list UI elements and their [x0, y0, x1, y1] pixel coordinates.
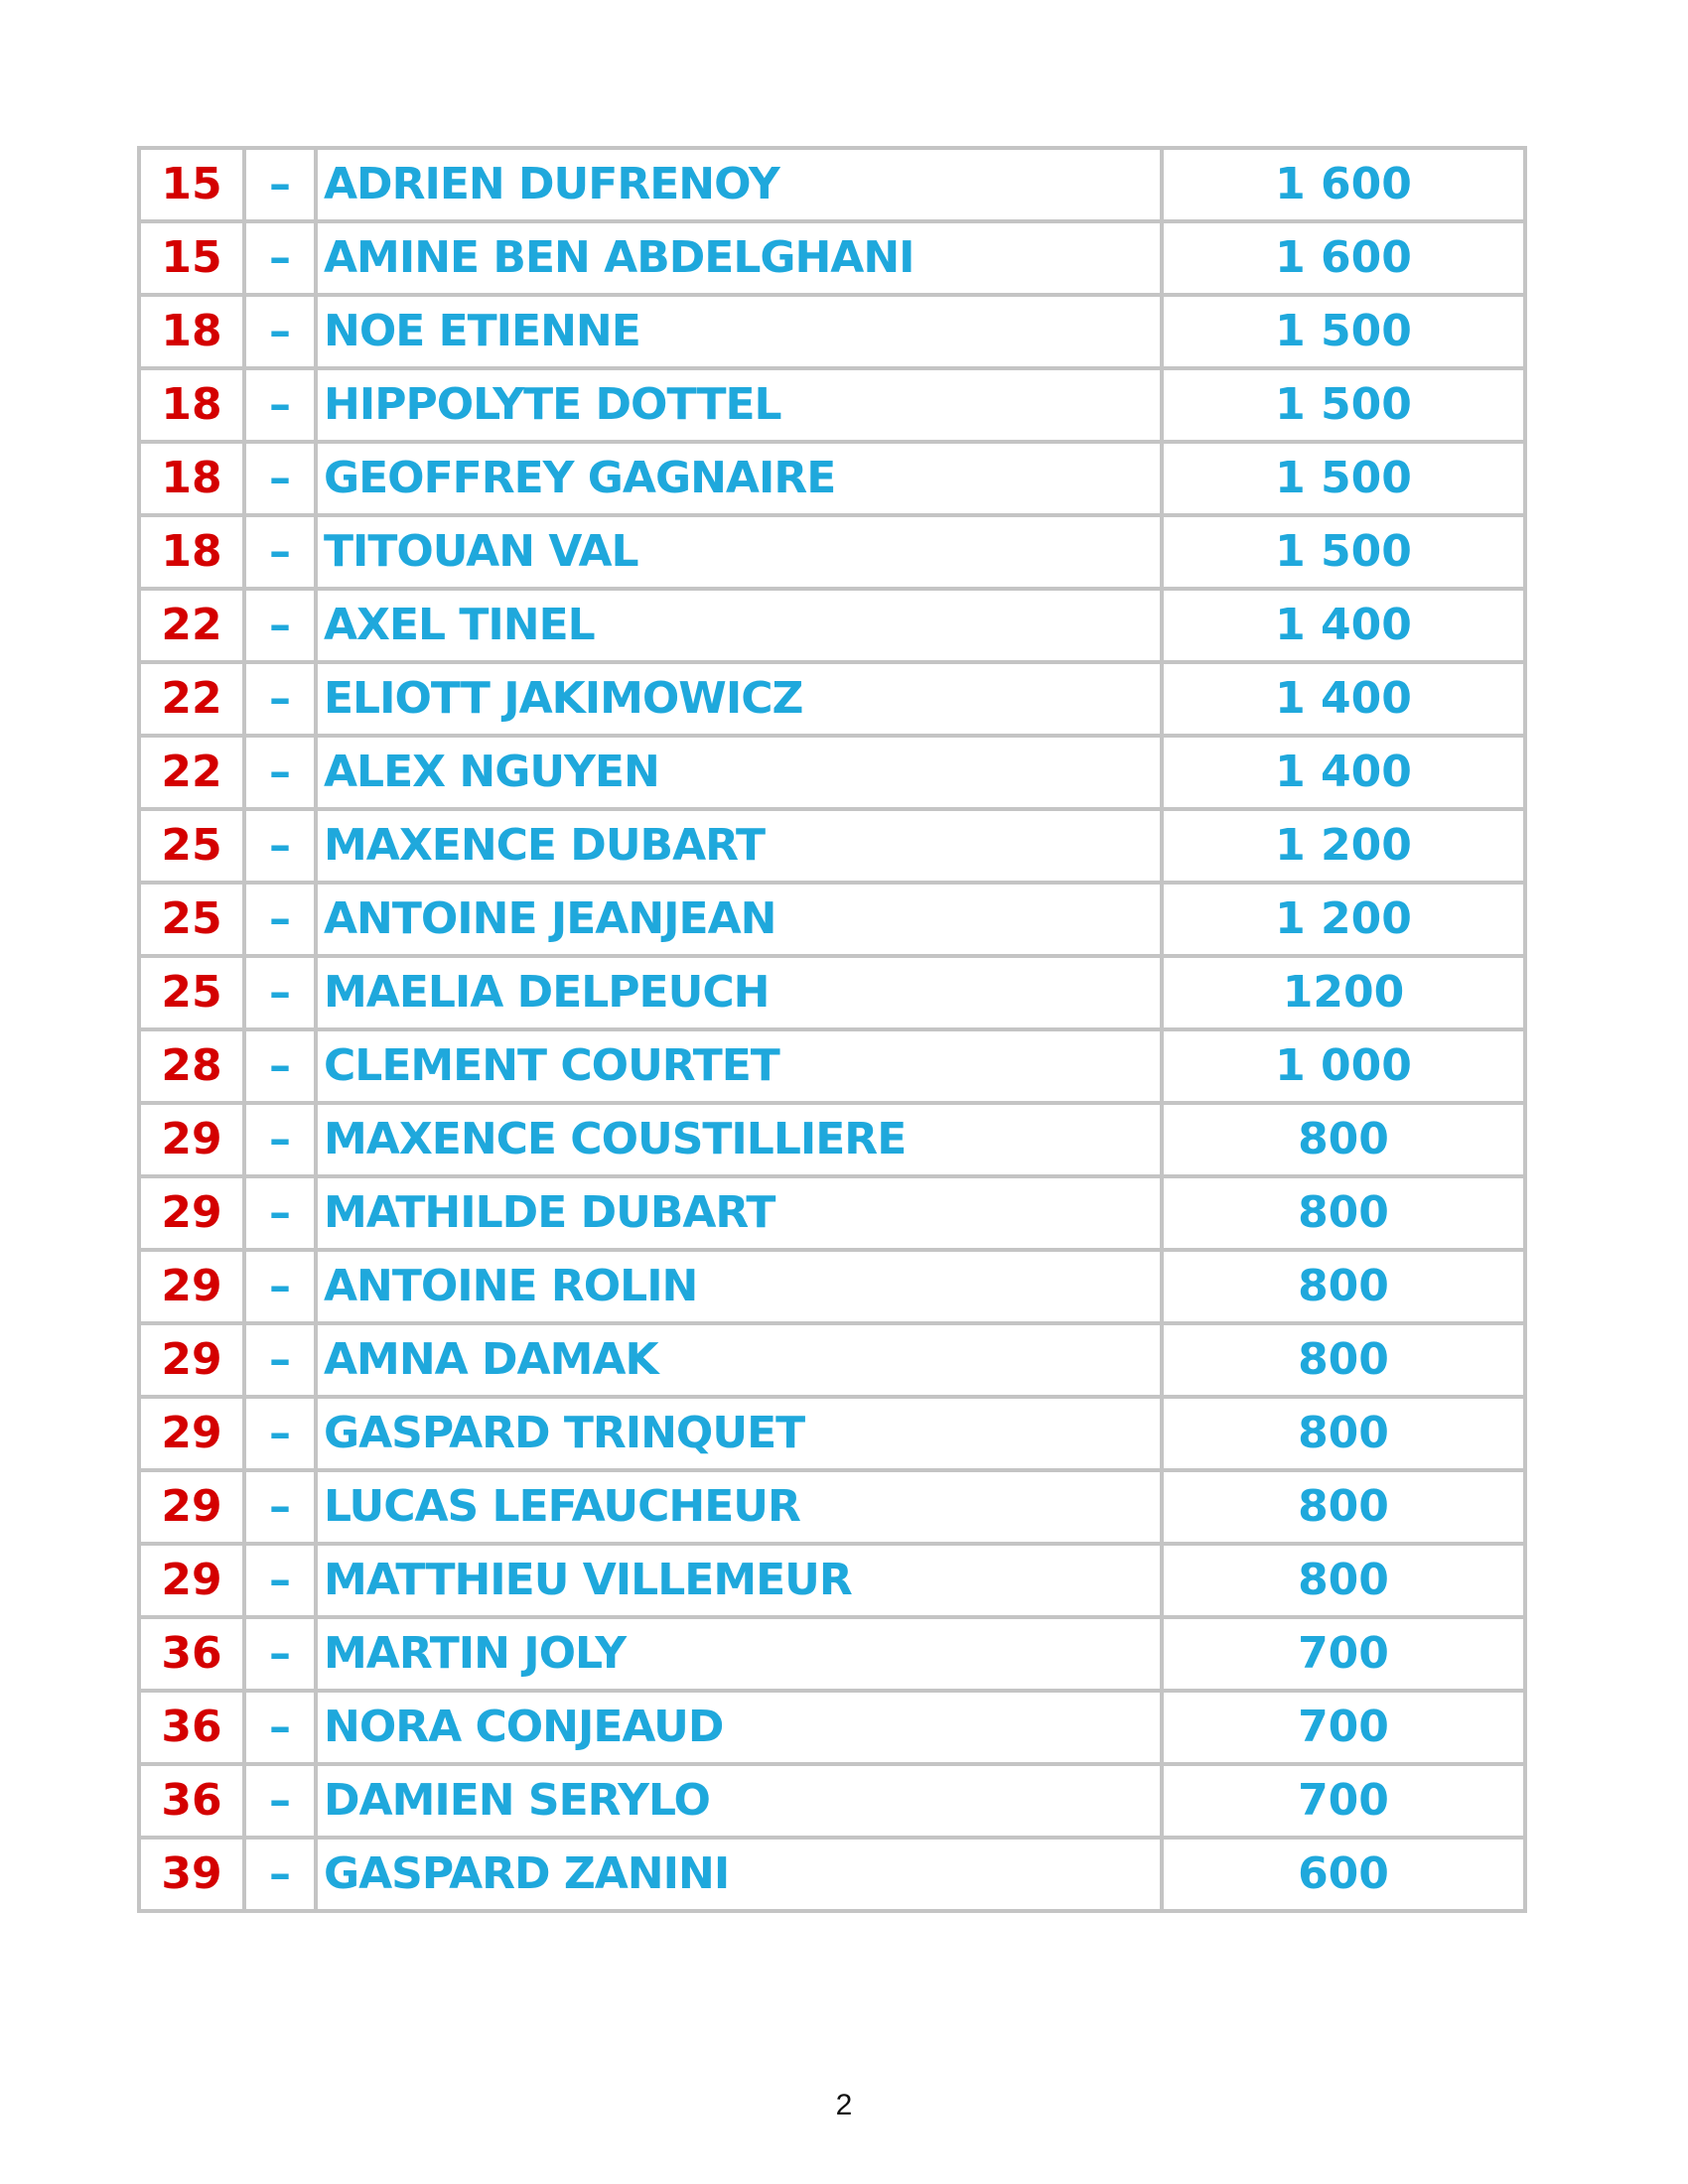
- name-cell: AMINE BEN ABDELGHANI: [316, 221, 1162, 295]
- dash-cell: –: [244, 221, 316, 295]
- dash-cell: –: [244, 1250, 316, 1323]
- name-cell: AXEL TINEL: [316, 589, 1162, 662]
- rank-cell: 15: [139, 221, 244, 295]
- rank-cell: 15: [139, 148, 244, 221]
- dash-cell: –: [244, 368, 316, 442]
- rank-cell: 18: [139, 368, 244, 442]
- table-row: [139, 1176, 1525, 1250]
- table-row: [139, 1470, 1525, 1544]
- name-cell: GEOFFREY GAGNAIRE: [316, 442, 1162, 515]
- rank-cell: 29: [139, 1250, 244, 1323]
- amount-cell: 1 200: [1162, 883, 1525, 956]
- amount-cell: 1200: [1162, 956, 1525, 1029]
- table-row: [139, 148, 1525, 221]
- dash-cell: –: [244, 736, 316, 809]
- amount-cell: 800: [1162, 1250, 1525, 1323]
- page-number: 2: [835, 2089, 853, 2121]
- dash-cell: –: [244, 662, 316, 736]
- name-cell: TITOUAN VAL: [316, 515, 1162, 589]
- amount-cell: 1 600: [1162, 148, 1525, 221]
- amount-cell: 800: [1162, 1397, 1525, 1470]
- dash-cell: –: [244, 1397, 316, 1470]
- name-cell: NOE ETIENNE: [316, 295, 1162, 368]
- amount-cell: 800: [1162, 1544, 1525, 1617]
- table-row: [139, 1323, 1525, 1397]
- amount-cell: 600: [1162, 1838, 1525, 1911]
- name-cell: ALEX NGUYEN: [316, 736, 1162, 809]
- table-row: [139, 442, 1525, 515]
- rank-cell: 18: [139, 442, 244, 515]
- rank-cell: 29: [139, 1470, 244, 1544]
- name-cell: CLEMENT COURTET: [316, 1029, 1162, 1103]
- rank-cell: 36: [139, 1691, 244, 1764]
- rank-cell: 22: [139, 736, 244, 809]
- rank-cell: 29: [139, 1103, 244, 1176]
- amount-cell: 700: [1162, 1691, 1525, 1764]
- table-row: [139, 1029, 1525, 1103]
- table-row: [139, 956, 1525, 1029]
- rank-cell: 18: [139, 515, 244, 589]
- rank-cell: 18: [139, 295, 244, 368]
- amount-cell: 1 200: [1162, 809, 1525, 883]
- table-row: [139, 589, 1525, 662]
- dash-cell: –: [244, 1103, 316, 1176]
- rank-cell: 36: [139, 1764, 244, 1838]
- name-cell: ADRIEN DUFRENOY: [316, 148, 1162, 221]
- rank-cell: 22: [139, 589, 244, 662]
- table-row: [139, 1838, 1525, 1911]
- amount-cell: 800: [1162, 1470, 1525, 1544]
- rank-cell: 29: [139, 1323, 244, 1397]
- dash-cell: –: [244, 442, 316, 515]
- table-row: [139, 1544, 1525, 1617]
- rank-cell: 29: [139, 1544, 244, 1617]
- name-cell: LUCAS LEFAUCHEUR: [316, 1470, 1162, 1544]
- amount-cell: 700: [1162, 1617, 1525, 1691]
- dash-cell: –: [244, 809, 316, 883]
- table-row: [139, 1250, 1525, 1323]
- dash-cell: –: [244, 295, 316, 368]
- dash-cell: –: [244, 883, 316, 956]
- amount-cell: 1 500: [1162, 515, 1525, 589]
- rank-cell: 29: [139, 1176, 244, 1250]
- dash-cell: –: [244, 1544, 316, 1617]
- dash-cell: –: [244, 956, 316, 1029]
- name-cell: MATTHIEU VILLEMEUR: [316, 1544, 1162, 1617]
- table-row: [139, 295, 1525, 368]
- name-cell: ELIOTT JAKIMOWICZ: [316, 662, 1162, 736]
- dash-cell: –: [244, 515, 316, 589]
- name-cell: DAMIEN SERYLO: [316, 1764, 1162, 1838]
- name-cell: GASPARD TRINQUET: [316, 1397, 1162, 1470]
- name-cell: MAXENCE DUBART: [316, 809, 1162, 883]
- name-cell: MAXENCE COUSTILLIERE: [316, 1103, 1162, 1176]
- table-row: [139, 1617, 1525, 1691]
- dash-cell: –: [244, 1691, 316, 1764]
- name-cell: MAELIA DELPEUCH: [316, 956, 1162, 1029]
- ranking-table: [137, 146, 1527, 1913]
- dash-cell: –: [244, 1470, 316, 1544]
- amount-cell: 1 600: [1162, 221, 1525, 295]
- dash-cell: –: [244, 148, 316, 221]
- rank-cell: 25: [139, 883, 244, 956]
- dash-cell: –: [244, 1764, 316, 1838]
- rank-cell: 39: [139, 1838, 244, 1911]
- dash-cell: –: [244, 1617, 316, 1691]
- table-row: [139, 368, 1525, 442]
- amount-cell: 1 400: [1162, 662, 1525, 736]
- rank-cell: 28: [139, 1029, 244, 1103]
- amount-cell: 1 500: [1162, 368, 1525, 442]
- rank-cell: 25: [139, 809, 244, 883]
- dash-cell: –: [244, 1838, 316, 1911]
- amount-cell: 800: [1162, 1103, 1525, 1176]
- amount-cell: 1 400: [1162, 736, 1525, 809]
- table-row: [139, 221, 1525, 295]
- name-cell: NORA CONJEAUD: [316, 1691, 1162, 1764]
- table-row: [139, 883, 1525, 956]
- amount-cell: 800: [1162, 1323, 1525, 1397]
- dash-cell: –: [244, 1029, 316, 1103]
- name-cell: MARTIN JOLY: [316, 1617, 1162, 1691]
- dash-cell: –: [244, 589, 316, 662]
- rank-cell: 36: [139, 1617, 244, 1691]
- name-cell: HIPPOLYTE DOTTEL: [316, 368, 1162, 442]
- name-cell: MATHILDE DUBART: [316, 1176, 1162, 1250]
- rank-cell: 29: [139, 1397, 244, 1470]
- rank-cell: 25: [139, 956, 244, 1029]
- table-row: [139, 515, 1525, 589]
- table-row: [139, 1397, 1525, 1470]
- amount-cell: 800: [1162, 1176, 1525, 1250]
- dash-cell: –: [244, 1176, 316, 1250]
- table-row: [139, 1103, 1525, 1176]
- rank-cell: 22: [139, 662, 244, 736]
- table-row: [139, 662, 1525, 736]
- table-row: [139, 1764, 1525, 1838]
- name-cell: GASPARD ZANINI: [316, 1838, 1162, 1911]
- ranking-table-body: [139, 148, 1525, 1911]
- amount-cell: 700: [1162, 1764, 1525, 1838]
- amount-cell: 1 400: [1162, 589, 1525, 662]
- amount-cell: 1 500: [1162, 295, 1525, 368]
- name-cell: AMNA DAMAK: [316, 1323, 1162, 1397]
- amount-cell: 1 500: [1162, 442, 1525, 515]
- table-row: [139, 809, 1525, 883]
- dash-cell: –: [244, 1323, 316, 1397]
- table-row: [139, 1691, 1525, 1764]
- amount-cell: 1 000: [1162, 1029, 1525, 1103]
- name-cell: ANTOINE ROLIN: [316, 1250, 1162, 1323]
- table-row: [139, 736, 1525, 809]
- name-cell: ANTOINE JEANJEAN: [316, 883, 1162, 956]
